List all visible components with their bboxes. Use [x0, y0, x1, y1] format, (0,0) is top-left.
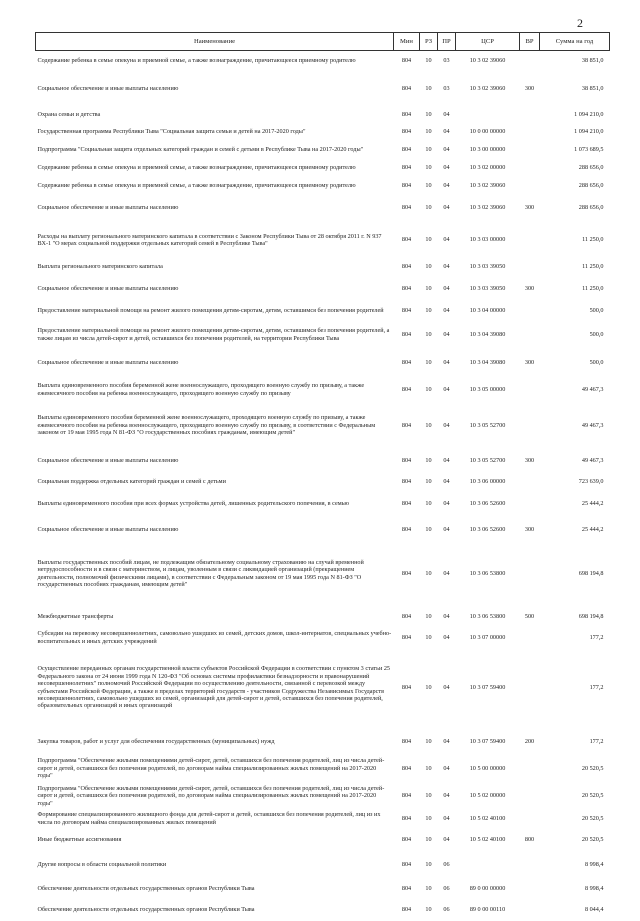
table-row — [36, 376, 610, 404]
row-pr: 04 — [443, 456, 450, 464]
row-min: 804 — [401, 421, 412, 429]
row-csr: 10 3 07 59400 — [469, 737, 506, 745]
table-row — [36, 647, 610, 729]
table-row — [36, 404, 610, 448]
row-name: Охрана семьи и детства — [37, 111, 101, 119]
row-csr: 10 3 04 00000 — [469, 306, 506, 314]
row-rz: 10 — [425, 683, 432, 691]
row-min: 804 — [401, 263, 412, 271]
row-name: Формирование специализированного жилищного фонда для детей-сирот и детей, оставшихся без попечения родителей, лиц из их числа по договорам найма специализированных жилых помещений — [37, 811, 381, 826]
row-csr: 10 3 06 53800 — [469, 569, 506, 577]
header-name: Наименование — [36, 33, 394, 51]
budget-table — [35, 32, 610, 921]
row-pr: 04 — [443, 421, 450, 429]
row-csr: 10 3 04 39080 — [469, 358, 506, 366]
row-csr: 10 3 03 00000 — [469, 236, 506, 244]
row-name: Выплаты единовременного пособия при всех формах устройства детей, лишенных родительского попечения, в семью — [37, 499, 350, 507]
row-rz: 10 — [425, 835, 432, 843]
row-sum: 20 520,5 — [581, 814, 604, 822]
row-vr: 800 — [524, 835, 535, 843]
row-pr: 04 — [443, 569, 450, 577]
row-pr: 04 — [443, 263, 450, 271]
row-pr: 06 — [443, 860, 450, 868]
row-sum: 500,0 — [589, 330, 604, 338]
row-min: 804 — [401, 764, 412, 772]
row-rz: 10 — [425, 236, 432, 244]
row-name: Подпрограмма "Обеспечение жилыми помещениями детей-сирот, детей, оставшихся без попечения родителей, лиц из числа детей-сирот и детей, оставшихся без попечения родителей, по договорам найма специализированных жилых помещений на 2017-2020 годы" — [37, 757, 385, 780]
row-min: 804 — [401, 525, 412, 533]
row-vr — [520, 629, 540, 647]
row-rz: 10 — [425, 204, 432, 212]
row-name: Другие вопросы в области социальной политики — [37, 860, 167, 868]
row-vr — [520, 491, 540, 517]
row-sum: 25 444,2 — [581, 499, 604, 507]
row-pr: 04 — [443, 111, 450, 119]
row-name: Закупка товаров, работ и услуг для обеспечения государственных (муниципальных) нужд — [37, 737, 275, 745]
table-row — [36, 629, 610, 647]
row-vr — [520, 177, 540, 195]
row-pr: 04 — [443, 163, 450, 171]
row-min: 804 — [401, 906, 412, 914]
table-row — [36, 51, 610, 71]
row-pr: 06 — [443, 884, 450, 892]
row-sum: 38 851,0 — [581, 84, 604, 92]
row-rz: 10 — [425, 84, 432, 92]
table-row — [36, 71, 610, 107]
row-pr: 06 — [443, 906, 450, 914]
row-pr: 04 — [443, 306, 450, 314]
row-name: Подпрограмма "Обеспечение жилыми помещениями детей-сирот, детей, оставшихся без попечения родителей, лиц из числа детей-сирот и детей, оставшихся без попечения родителей, по договорам найма специализированных жилых помещений на 2017-2020 годы" — [37, 784, 385, 807]
row-pr: 04 — [443, 284, 450, 292]
row-min: 804 — [401, 181, 412, 189]
row-vr — [520, 376, 540, 404]
row-csr: 10 5 02 40100 — [469, 814, 506, 822]
row-pr: 04 — [443, 633, 450, 641]
row-csr: 10 5 00 00000 — [469, 764, 506, 772]
row-sum: 500,0 — [589, 306, 604, 314]
row-sum: 20 520,5 — [581, 792, 604, 800]
row-name: Выплаты единовременного пособия беременной жене военнослужащего, проходящего военную службу по призыву, а также ежемесячного пособия на ребенка военнослужащего, проходящего военную службу по призыву, в соответствии с Федеральным законом от 19 мая 1995 года N 81-ФЗ "О государственных пособиях гражданам, имеющим детей" — [37, 414, 376, 437]
row-name: Межбюджетные трансферты — [37, 612, 114, 620]
row-csr: 10 3 03 39050 — [469, 284, 506, 292]
row-vr — [520, 474, 540, 491]
row-rz: 10 — [425, 128, 432, 136]
row-csr: 10 3 07 00000 — [469, 633, 506, 641]
row-sum: 8 998,4 — [584, 860, 604, 868]
row-sum: 698 194,8 — [578, 612, 604, 620]
table-row — [36, 320, 610, 350]
row-vr — [520, 141, 540, 159]
row-rz: 10 — [425, 633, 432, 641]
row-min: 804 — [401, 683, 412, 691]
row-vr: 300 — [524, 358, 535, 366]
header-csr: ЦСР — [456, 33, 520, 51]
row-pr: 03 — [443, 84, 450, 92]
row-csr — [456, 852, 520, 878]
row-csr: 10 0 00 00000 — [469, 128, 506, 136]
row-vr — [520, 810, 540, 828]
row-rz: 10 — [425, 306, 432, 314]
row-vr — [520, 900, 540, 921]
row-rz: 10 — [425, 612, 432, 620]
row-name: Субсидии на перевозку несовершеннолетних, самовольно ушедших из семей, детских домов, школ-интернатов, специальных учебно-воспитательных и иных детских учреждений — [37, 630, 392, 645]
row-sum: 1 073 689,5 — [574, 145, 604, 153]
row-rz: 10 — [425, 57, 432, 65]
table-row — [36, 259, 610, 276]
header-pr: ПР — [438, 33, 456, 51]
row-vr — [520, 320, 540, 350]
row-vr — [520, 51, 540, 71]
table-row — [36, 729, 610, 755]
row-vr — [520, 222, 540, 259]
row-rz: 10 — [425, 421, 432, 429]
row-sum: 177,2 — [589, 633, 604, 641]
row-pr: 04 — [443, 499, 450, 507]
table-row — [36, 810, 610, 828]
row-min: 804 — [401, 145, 412, 153]
row-pr: 04 — [443, 683, 450, 691]
row-vr — [520, 124, 540, 141]
row-min: 804 — [401, 456, 412, 464]
row-rz: 10 — [425, 814, 432, 822]
row-rz: 10 — [425, 385, 432, 393]
row-sum: 288 656,0 — [578, 204, 604, 212]
row-name: Обеспечение деятельности отдельных государственных органов Республики Тыва — [37, 884, 255, 892]
row-vr: 300 — [524, 204, 535, 212]
row-sum: 8 998,4 — [584, 884, 604, 892]
row-rz: 10 — [425, 499, 432, 507]
row-min: 804 — [401, 306, 412, 314]
row-sum: 723 639,0 — [578, 478, 604, 486]
table-row — [36, 276, 610, 302]
row-min: 804 — [401, 792, 412, 800]
row-sum: 25 444,2 — [581, 525, 604, 533]
row-csr: 10 3 05 52700 — [469, 456, 506, 464]
row-name: Социальное обеспечение и иные выплаты населению — [37, 525, 179, 533]
row-csr: 10 3 06 52600 — [469, 499, 506, 507]
row-name: Социальная поддержка отдельных категорий граждан и семей с детьми — [37, 478, 226, 486]
row-name: Социальное обеспечение и иные выплаты населению — [37, 204, 179, 212]
row-min: 804 — [401, 835, 412, 843]
row-sum: 20 520,5 — [581, 835, 604, 843]
header-rz: РЗ — [420, 33, 438, 51]
row-name: Иные бюджетные ассигнования — [37, 835, 122, 843]
row-vr: 500 — [524, 612, 535, 620]
row-name: Содержание ребенка в семье опекуна и приемной семье, а также вознаграждение, причитающееся приемному родителю — [37, 163, 356, 171]
row-name: Социальное обеспечение и иные выплаты населению — [37, 358, 179, 366]
table-row — [36, 107, 610, 124]
row-vr — [520, 404, 540, 448]
page-number: 2 — [577, 16, 583, 30]
row-pr: 04 — [443, 764, 450, 772]
row-name: Выплата единовременного пособия беременной жене военнослужащего, проходящего военную службу по призыву, а также ежемесячного пособия на ребенка военнослужащего, проходящего военную службу по призыву — [37, 382, 365, 397]
row-min: 804 — [401, 84, 412, 92]
row-vr — [520, 783, 540, 810]
row-csr: 10 3 02 39060 — [469, 84, 506, 92]
row-vr — [520, 755, 540, 783]
table-row — [36, 491, 610, 517]
row-min: 804 — [401, 814, 412, 822]
row-min: 804 — [401, 111, 412, 119]
row-name: Расходы на выплату регионального материнского капитала в соответствии с Законом Республики Тыва от 28 октября 2011 г. N 937 ВХ-1 "О мерах социальной поддержки отдельных категорий семей в Республике Тыва" — [37, 232, 382, 247]
row-rz: 10 — [425, 111, 432, 119]
row-vr: 300 — [524, 525, 535, 533]
row-rz: 10 — [425, 145, 432, 153]
row-vr — [520, 107, 540, 124]
row-rz: 10 — [425, 569, 432, 577]
row-min: 804 — [401, 612, 412, 620]
row-min: 804 — [401, 163, 412, 171]
row-min: 804 — [401, 860, 412, 868]
row-pr: 04 — [443, 236, 450, 244]
table-row — [36, 177, 610, 195]
row-pr: 04 — [443, 128, 450, 136]
table-row — [36, 195, 610, 222]
row-min: 804 — [401, 330, 412, 338]
row-name: Предоставление материальной помощи на ремонт жилого помещения детям-сиротам, детям, оставшимся без попечения родителей — [37, 306, 384, 314]
row-vr — [520, 852, 540, 878]
row-min: 804 — [401, 499, 412, 507]
row-csr: 10 3 07 59400 — [469, 683, 506, 691]
row-csr: 10 5 02 40100 — [469, 835, 506, 843]
row-name: Содержание ребенка в семье опекуна и приемной семье, а также вознаграждение, причитающееся приемному родителю — [37, 57, 356, 65]
row-rz: 10 — [425, 764, 432, 772]
row-sum: 8 044,4 — [584, 906, 604, 914]
header-min: Мин — [394, 33, 420, 51]
row-sum: 288 656,0 — [578, 163, 604, 171]
row-name: Содержание ребенка в семье опекуна и приемной семье, а также вознаграждение, причитающееся приемному родителю — [37, 181, 356, 189]
table-row — [36, 543, 610, 605]
table-row — [36, 124, 610, 141]
row-sum: 177,2 — [589, 737, 604, 745]
row-sum: 698 194,8 — [578, 569, 604, 577]
row-csr — [456, 107, 520, 124]
row-vr: 200 — [524, 737, 535, 745]
row-pr: 04 — [443, 478, 450, 486]
row-name: Подпрограмма "Социальная защита отдельных категорий граждан и семей с детьми в Республике Тыва на 2017-2020 годы" — [37, 145, 364, 153]
row-pr: 04 — [443, 612, 450, 620]
row-min: 804 — [401, 236, 412, 244]
table-header-row — [36, 33, 610, 51]
row-sum: 11 250,0 — [582, 263, 604, 271]
row-csr: 10 5 02 00000 — [469, 792, 506, 800]
header-vr: ВР — [520, 33, 540, 51]
row-min: 804 — [401, 385, 412, 393]
row-min: 804 — [401, 569, 412, 577]
row-rz: 10 — [425, 330, 432, 338]
row-rz: 10 — [425, 737, 432, 745]
row-vr: 300 — [524, 456, 535, 464]
row-pr: 04 — [443, 835, 450, 843]
row-min: 804 — [401, 57, 412, 65]
table-row — [36, 878, 610, 900]
row-pr: 04 — [443, 814, 450, 822]
row-csr: 10 3 05 00000 — [469, 385, 506, 393]
row-csr: 89 0 00 00110 — [469, 906, 506, 914]
row-pr: 04 — [443, 737, 450, 745]
row-name: Социальное обеспечение и иные выплаты населению — [37, 84, 179, 92]
row-sum: 1 094 210,0 — [574, 128, 604, 136]
row-rz: 10 — [425, 358, 432, 366]
row-csr: 10 3 06 53800 — [469, 612, 506, 620]
row-name: Социальное обеспечение и иные выплаты населению — [37, 284, 179, 292]
row-sum: 49 467,3 — [581, 421, 604, 429]
row-csr: 10 3 05 52700 — [469, 421, 506, 429]
row-pr: 04 — [443, 145, 450, 153]
row-csr: 10 3 03 39050 — [469, 263, 506, 271]
row-sum: 38 851,0 — [581, 57, 604, 65]
row-name: Государственная программа Республики Тыва "Социальная защита семьи и детей на 2017-2020 годы" — [37, 128, 306, 136]
row-name: Социальное обеспечение и иные выплаты населению — [37, 456, 179, 464]
table-row — [36, 900, 610, 921]
row-rz: 10 — [425, 478, 432, 486]
row-min: 804 — [401, 478, 412, 486]
row-vr: 300 — [524, 284, 535, 292]
row-min: 804 — [401, 884, 412, 892]
row-pr: 04 — [443, 181, 450, 189]
table-row — [36, 222, 610, 259]
row-name: Осуществление переданных органам государственной власти субъектов Российской Федерации в соответствии с пунктом 3 статьи 25 Федерального закона от 24 июня 1999 года N 120-ФЗ "Об основах системы профилактики безнадзорности и правонарушений несовершеннолетних" полномочий Российской Федерации по осуществлению деятельности, связанной с перевозкой между субъектами Российской Федерации, а также в пределах территорий государств - участников Содружества Независимых Государств несовершеннолетних, самовольно ушедших из семей, организаций для детей-сирот и детей, оставшихся без попечения родителей, образовательных организаций и иных организаций — [37, 665, 391, 710]
row-vr: 300 — [524, 84, 535, 92]
row-pr: 04 — [443, 792, 450, 800]
row-sum: 49 467,3 — [581, 456, 604, 464]
header-sum: Сумма на год — [540, 33, 610, 51]
row-rz: 10 — [425, 163, 432, 171]
row-name: Выплата регионального материнского капитала — [37, 263, 163, 271]
row-pr: 04 — [443, 330, 450, 338]
row-rz: 10 — [425, 884, 432, 892]
table-row — [36, 159, 610, 177]
row-min: 804 — [401, 737, 412, 745]
row-vr — [520, 543, 540, 605]
row-csr: 10 3 04 39080 — [469, 330, 506, 338]
table-row — [36, 783, 610, 810]
row-vr — [520, 302, 540, 320]
row-pr: 04 — [443, 385, 450, 393]
table-row — [36, 350, 610, 376]
row-csr: 10 3 02 39060 — [469, 57, 506, 65]
table-row — [36, 852, 610, 878]
row-rz: 10 — [425, 263, 432, 271]
row-rz: 10 — [425, 860, 432, 868]
row-min: 804 — [401, 204, 412, 212]
row-name: Выплаты государственных пособий лицам, не подлежащим обязательному социальному страхованию на случай временной нетрудоспособности и в связи с материнством, и лицам, уволенным в связи с ликвидацией организаций (прекращением деятельности, полномочий физическими лицами), в соответствии с Федеральным законом от 19 мая 1995 года N 81-ФЗ "О государственных пособиях гражданам, имеющим детей" — [37, 558, 364, 588]
row-min: 804 — [401, 633, 412, 641]
row-csr: 10 3 06 52600 — [469, 525, 506, 533]
row-pr: 04 — [443, 204, 450, 212]
row-rz: 10 — [425, 284, 432, 292]
table-row — [36, 517, 610, 543]
row-rz: 10 — [425, 181, 432, 189]
row-csr: 89 0 00 00000 — [469, 884, 506, 892]
table-row — [36, 755, 610, 783]
table-row — [36, 141, 610, 159]
row-sum: 288 656,0 — [578, 181, 604, 189]
table-row — [36, 828, 610, 852]
row-sum: 500,0 — [589, 358, 604, 366]
row-sum: 177,2 — [589, 683, 604, 691]
row-rz: 10 — [425, 525, 432, 533]
row-rz: 10 — [425, 906, 432, 914]
row-pr: 04 — [443, 525, 450, 533]
row-sum: 11 250,0 — [582, 284, 604, 292]
row-csr: 10 3 02 39060 — [469, 204, 506, 212]
row-csr: 10 3 00 00000 — [469, 145, 506, 153]
row-sum: 1 094 210,0 — [574, 111, 604, 119]
table-row — [36, 448, 610, 474]
row-vr — [520, 159, 540, 177]
row-min: 804 — [401, 284, 412, 292]
row-csr: 10 3 02 00000 — [469, 163, 506, 171]
row-name: Обеспечение деятельности отдельных государственных органов Республики Тыва — [37, 906, 255, 914]
row-rz: 10 — [425, 456, 432, 464]
row-min: 804 — [401, 358, 412, 366]
row-pr: 04 — [443, 358, 450, 366]
row-csr: 10 3 02 39060 — [469, 181, 506, 189]
row-sum: 11 250,0 — [582, 236, 604, 244]
table-row — [36, 605, 610, 629]
row-sum: 20 520,5 — [581, 764, 604, 772]
row-csr: 10 3 06 00000 — [469, 478, 506, 486]
table-row — [36, 302, 610, 320]
row-pr: 03 — [443, 57, 450, 65]
row-vr — [520, 878, 540, 900]
row-rz: 10 — [425, 792, 432, 800]
row-sum: 49 467,3 — [581, 385, 604, 393]
table-row — [36, 474, 610, 491]
row-min: 804 — [401, 128, 412, 136]
row-name: Предоставление материальной помощи на ремонт жилого помещения детям-сиротам, детям, оставшимся без попечения родителей, а также лицам из числа детей-сирот и детей, оставшихся без попечения родителей, на территории Республики Тыва — [37, 327, 390, 342]
row-vr — [520, 647, 540, 729]
row-vr — [520, 259, 540, 276]
